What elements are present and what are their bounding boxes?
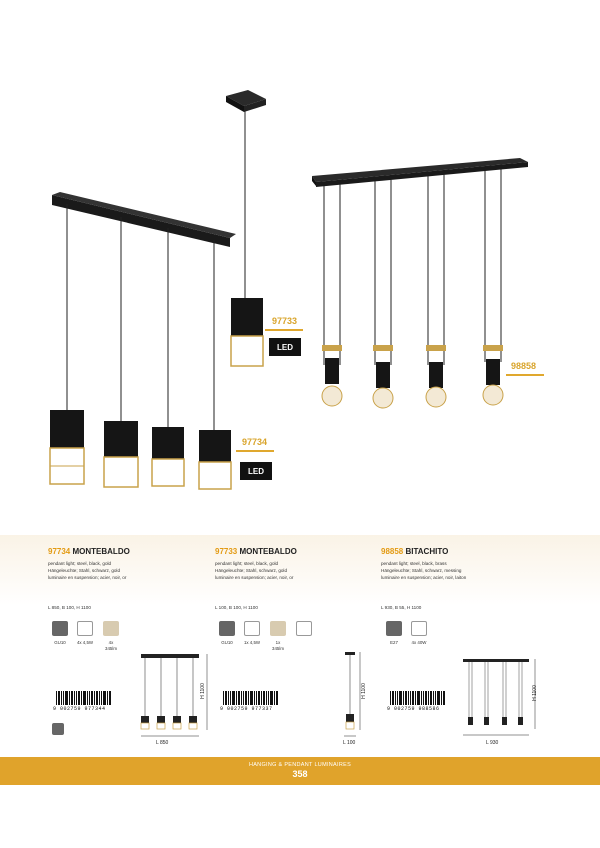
- icon-label-socket: E27: [390, 640, 398, 645]
- desc-en: pendant light; steel, black, brass: [381, 561, 447, 566]
- product-column-97733: [215, 547, 395, 581]
- barcode-97734: [56, 691, 112, 705]
- desc-fr: luminaire en suspension; acier, noir, or: [48, 575, 127, 580]
- product-column-97734: [48, 547, 228, 581]
- tag-98858-rule: [506, 374, 544, 376]
- product-description: [381, 560, 561, 581]
- bulb-icon: [77, 621, 93, 636]
- pendant-97733-image: [226, 90, 266, 366]
- barcode-97733: [223, 691, 279, 705]
- bulb-icon: [411, 621, 427, 636]
- barcode-number-97733: 9 002759 977337: [220, 706, 273, 712]
- page-footer: [0, 757, 600, 785]
- desc-fr: luminaire en suspension; acier, noir, laiton: [381, 575, 467, 580]
- product-name: BITACHITO: [405, 547, 449, 556]
- product-title: [381, 547, 561, 556]
- product-name: MONTEBALDO: [239, 547, 297, 556]
- desc-en: pendant light; steel, black, gold: [215, 561, 279, 566]
- tag-97733-rule: [265, 329, 303, 331]
- icon-label-socket: GU10: [221, 640, 233, 645]
- dimension-height-97733: H 1100: [360, 683, 367, 699]
- product-name: MONTEBALDO: [72, 547, 130, 556]
- dimensions-97733: L 100, B 100, H 1100: [215, 605, 258, 610]
- desc-en: pendant light; steel, black, gold: [48, 561, 112, 566]
- dimensions-97734: L 850, B 100, H 1100: [48, 605, 91, 610]
- product-number: 97733: [215, 547, 238, 556]
- tag-97734: 97734: [242, 437, 268, 447]
- led-badge-97733: LED: [269, 338, 301, 356]
- tag-97734-rule: [236, 450, 274, 452]
- dimension-height-98858: H 1100: [531, 685, 538, 701]
- page-number: 358: [292, 769, 308, 779]
- icon-label-socket: GU10: [54, 640, 66, 645]
- dimension-height-97734: H 1100: [199, 683, 206, 699]
- barcode-number-97734: 9 002759 977344: [53, 706, 106, 712]
- product-title: [215, 547, 395, 556]
- warm-white-icon: [270, 621, 286, 636]
- class-ii-icon: [296, 621, 312, 636]
- product-number: 98858: [381, 547, 404, 556]
- dimension-width-98858: L 930: [486, 740, 499, 746]
- product-number: 97734: [48, 547, 71, 556]
- barcode-98858: [390, 691, 446, 705]
- desc-de: Hängeleuchte; Stahl, schwarz, gold: [48, 568, 121, 573]
- socket-icon: [52, 621, 68, 636]
- dimensions-98858: L 930, B 55, H 1100: [381, 605, 422, 610]
- barcode-number-98858: 9 002759 988586: [387, 706, 440, 712]
- section-title: HANGING & PENDANT LUMINAIRES: [248, 762, 352, 768]
- pendant-97734-image: [50, 192, 236, 489]
- warm-white-icon: [103, 621, 119, 636]
- product-description: [215, 560, 395, 581]
- dimension-drawing-98858: [460, 655, 540, 740]
- icon-label-wattage: 4x 4,5W: [76, 640, 94, 645]
- bulb-icon: [244, 621, 260, 636]
- icon-label-wattage: 4x 40W: [411, 640, 427, 645]
- info-icon: [52, 723, 64, 735]
- desc-fr: luminaire en suspension; acier, noir, or: [215, 575, 294, 580]
- dimension-width-97734: L 850: [156, 740, 169, 746]
- product-column-98858: [381, 547, 561, 581]
- tag-97733: 97733: [272, 316, 298, 326]
- product-title: [48, 547, 228, 556]
- product-description: [48, 560, 228, 581]
- socket-icon: [386, 621, 402, 636]
- pendant-98858-image: [312, 158, 528, 408]
- desc-de: Hängeleuchte; Stahl, schwarz, messing: [381, 568, 462, 573]
- icon-label-lumen: 1x 345lm: [272, 640, 284, 651]
- socket-icon: [219, 621, 235, 636]
- desc-de: Hängeleuchte; Stahl, schwarz, gold: [215, 568, 288, 573]
- icon-label-lumen: 4x 345lm: [105, 640, 117, 651]
- tag-98858: 98858: [511, 361, 537, 371]
- icon-label-wattage: 1x 4,5W: [243, 640, 261, 645]
- led-badge-97734: LED: [240, 462, 272, 480]
- dimension-width-97733: L 100: [343, 740, 356, 746]
